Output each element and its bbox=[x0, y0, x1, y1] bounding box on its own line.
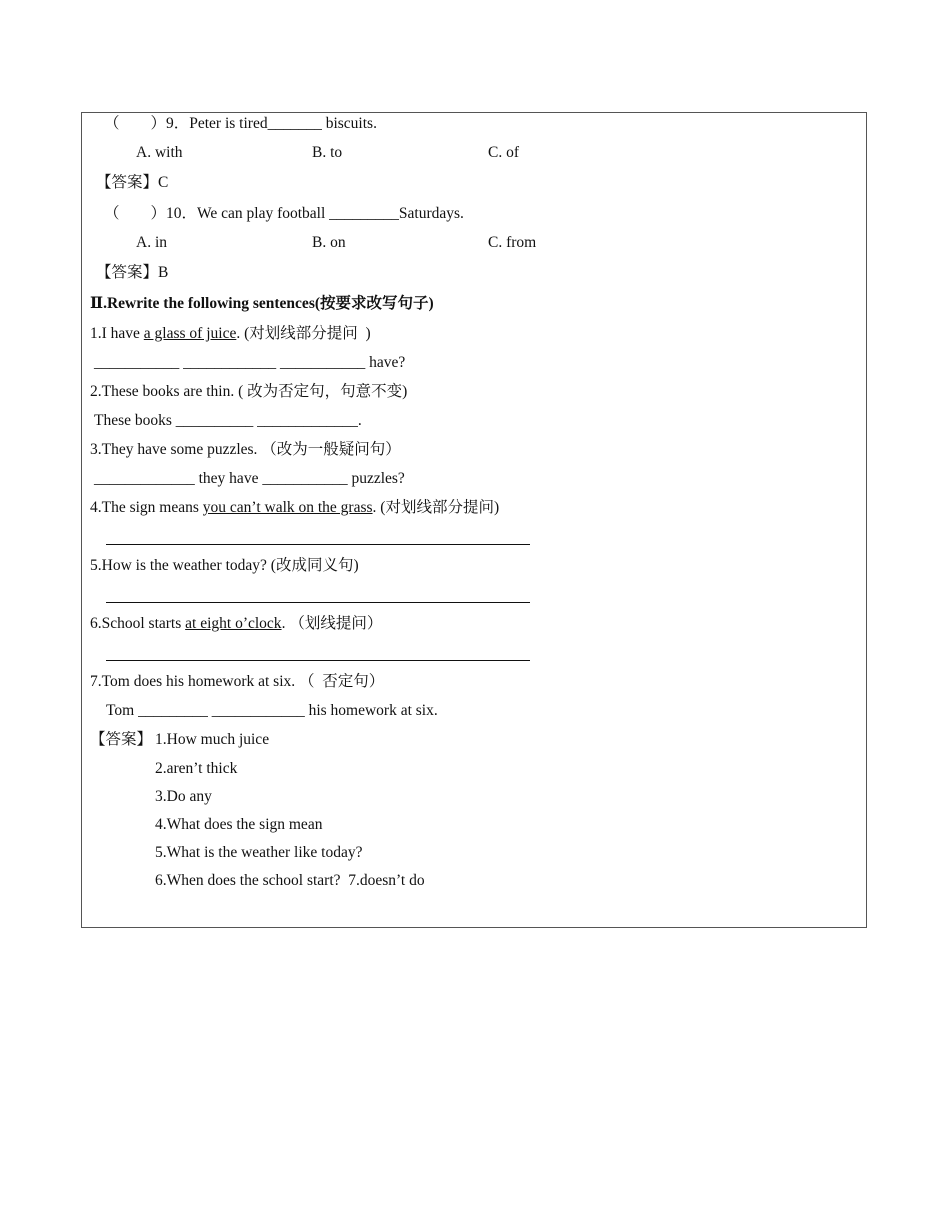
question-10-option-b: B. on bbox=[312, 234, 346, 251]
sentence-6: 6.School starts at eight o’clock. （划线提问） bbox=[90, 615, 383, 632]
sentence-2: 2.These books are thin. ( 改为否定句，句意不变) bbox=[90, 383, 408, 400]
answer-3: 3.Do any bbox=[155, 788, 212, 805]
question-10-option-a: A. in bbox=[136, 234, 167, 251]
sentence-4: 4.The sign means you can’t walk on the grass. (对划线部分提问) bbox=[90, 499, 500, 516]
answer-4: 4.What does the sign mean bbox=[155, 816, 323, 833]
answer-1: 1.How much juice bbox=[155, 731, 270, 748]
sentence-5-answer-line bbox=[106, 602, 530, 603]
sentence-4-answer-line bbox=[106, 544, 530, 545]
question-9-option-b: B. to bbox=[312, 144, 343, 161]
sentence-7-blank: Tom _________ ____________ his homework at six. bbox=[106, 702, 438, 719]
sentence-1: 1.I have a glass of juice. (对划线部分提问 ) bbox=[90, 325, 371, 342]
question-10-option-c: C. from bbox=[488, 234, 537, 251]
question-9-option-a: A. with bbox=[136, 144, 183, 161]
question-10-stem: （ ）10．We can play football _________Saturdays. bbox=[104, 205, 464, 222]
sentence-3-blank: _____________ they have ___________ puzzles? bbox=[94, 470, 405, 487]
sentence-3: 3.They have some puzzles. （改为一般疑问句） bbox=[90, 441, 401, 458]
question-10-answer: 【答案】B bbox=[96, 264, 169, 281]
sentence-1-blank: ___________ ____________ ___________ have? bbox=[94, 354, 406, 371]
sentence-7: 7.Tom does his homework at six. （ 否定句） bbox=[90, 673, 385, 690]
answer-5: 5.What is the weather like today? bbox=[155, 844, 363, 861]
sentence-6-answer-line bbox=[106, 660, 530, 661]
question-9-option-c: C. of bbox=[488, 144, 519, 161]
question-9-stem: （ ）9．Peter is tired_______ biscuits. bbox=[104, 115, 377, 132]
sentence-5: 5.How is the weather today? (改成同义句) bbox=[90, 557, 359, 574]
question-9-answer: 【答案】C bbox=[96, 174, 169, 191]
answers-label: 【答案】 bbox=[90, 731, 153, 748]
section-2-title: Ⅱ.Rewrite the following sentences(按要求改写句子) bbox=[90, 295, 434, 312]
answer-2: 2.aren’t thick bbox=[155, 760, 238, 777]
sentence-2-blank: These books __________ _____________. bbox=[94, 412, 362, 429]
answer-6-7: 6.When does the school start? 7.doesn’t do bbox=[155, 872, 425, 889]
